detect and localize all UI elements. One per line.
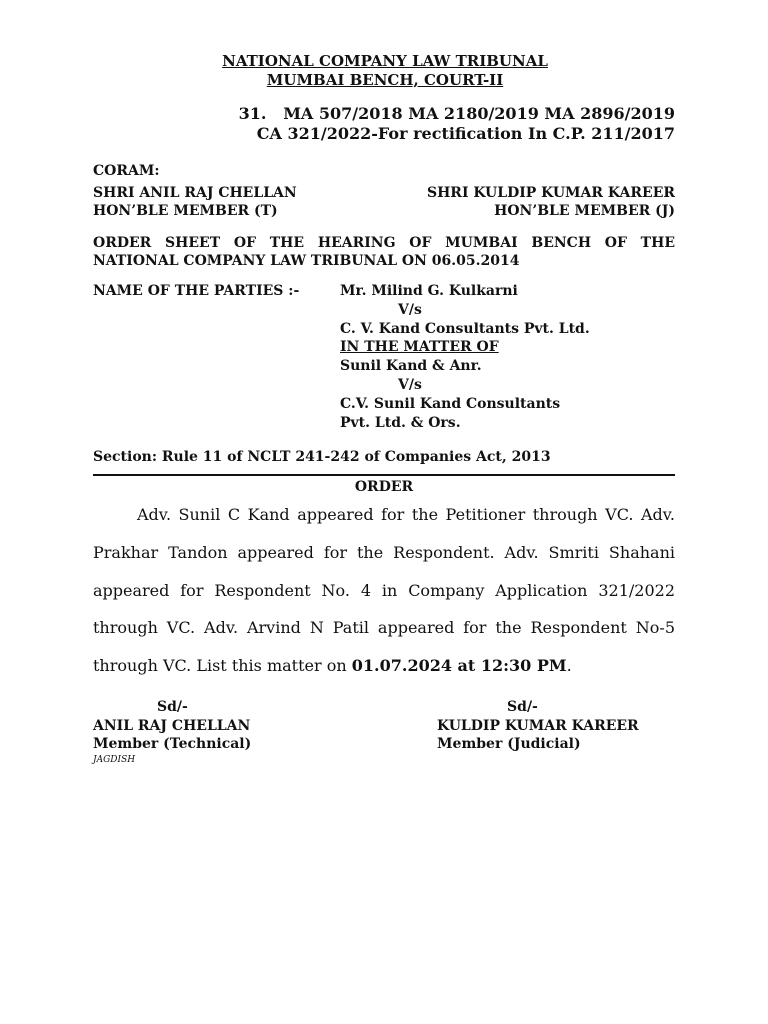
right-signatory-role: Member (Judicial): [437, 736, 581, 753]
left-signature-mark: Sd/-: [157, 699, 188, 716]
order-body-text: Adv. Sunil C Kand appeared for the Petitioner through VC. Adv. Prakhar Tandon appeared for the Respondent. Adv. Smriti Shahani appeared for Respondent No. 4 in Company Application 321/2022 through VC. Adv. Arvind N Patil appeared for the Respondent No-5 through VC. List this matter on: [93, 505, 675, 675]
left-signatory-name: ANIL RAJ CHELLAN: [93, 717, 251, 734]
versus-1: V/s: [398, 301, 422, 318]
document-header: [93, 52, 677, 90]
member-2-name: SHRI KULDIP KUMAR KAREER: [426, 185, 675, 201]
member-1-title: HON’BLE MEMBER (T): [93, 203, 278, 219]
case-line-2: CA 321/2022-For rectification In C.P. 211/2017: [256, 124, 675, 143]
tribunal-name: NATIONAL COMPANY LAW TRIBUNAL: [222, 52, 548, 70]
bench-name: MUMBAI BENCH, COURT-II: [266, 71, 504, 89]
typist-initials: JAGDISH: [93, 754, 136, 765]
parties-label: NAME OF THE PARTIES :-: [93, 283, 300, 299]
section-line: Section: Rule 11 of NCLT 241-242 of Companies Act, 2013: [93, 449, 551, 466]
coram-member-judicial: [427, 184, 675, 220]
order-sheet-line-2: NATIONAL COMPANY LAW TRIBUNAL ON 06.05.2014: [93, 253, 520, 269]
party-original-respondent-2: Pvt. Ltd. & Ors.: [340, 414, 461, 431]
coram-member-technical: [93, 184, 297, 220]
parties-block: [93, 282, 675, 432]
right-signatory-name: KULDIP KUMAR KAREER: [437, 717, 639, 734]
divider-line: [93, 474, 675, 476]
member-1-name: SHRI ANIL RAJ CHELLAN: [93, 185, 297, 201]
versus-2: V/s: [398, 376, 422, 393]
left-signatory-role: Member (Technical): [93, 736, 252, 753]
party-original-respondent-1: C.V. Sunil Kand Consultants: [340, 395, 561, 412]
signature-right: [437, 698, 675, 754]
parties-list: [340, 282, 590, 432]
coram-label: CORAM:: [93, 163, 160, 179]
case-numbers: [93, 104, 675, 144]
signature-left: [93, 698, 437, 754]
order-body: [93, 496, 675, 684]
order-heading: ORDER: [354, 479, 414, 496]
party-petitioner: Mr. Milind G. Kulkarni: [340, 283, 518, 299]
case-line-1: 31. MA 507/2018 MA 2180/2019 MA 2896/2019: [238, 104, 675, 123]
right-signature-mark: Sd/-: [507, 699, 538, 716]
signature-block: [93, 698, 675, 754]
in-the-matter-of: IN THE MATTER OF: [340, 339, 499, 356]
order-body-end: .: [566, 655, 572, 675]
member-2-title: HON’BLE MEMBER (J): [494, 203, 675, 219]
party-original-petitioner: Sunil Kand & Anr.: [340, 358, 482, 375]
next-hearing-date: 01.07.2024 at 12:30 PM: [351, 655, 567, 675]
coram-members: [93, 184, 675, 220]
order-sheet-line-1: ORDER SHEET OF THE HEARING OF MUMBAI BENCH OF THE: [93, 235, 675, 251]
party-respondent: C. V. Kand Consultants Pvt. Ltd.: [340, 320, 590, 337]
order-sheet-document: [93, 52, 675, 766]
